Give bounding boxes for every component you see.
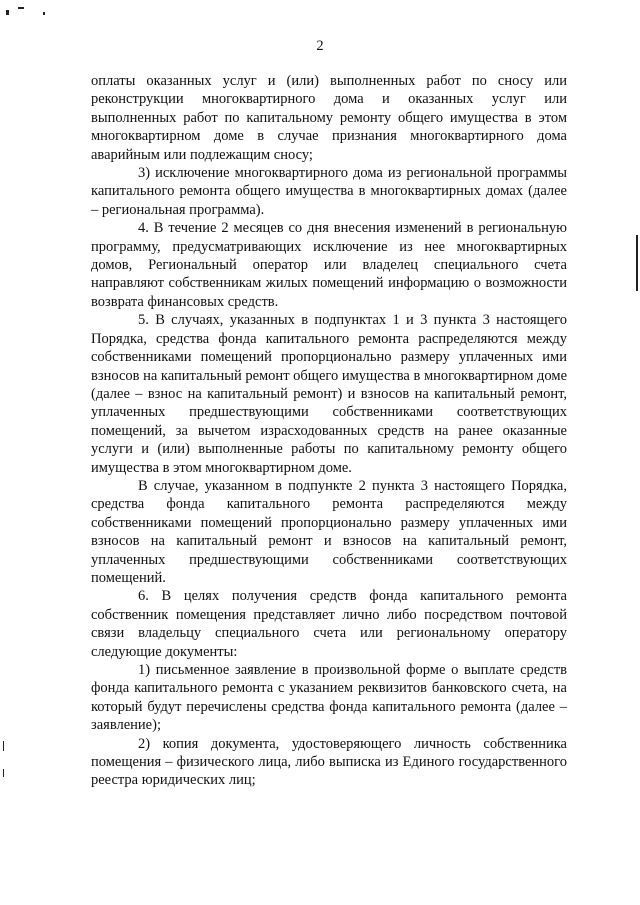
scan-artifact (18, 7, 24, 9)
scan-artifact (3, 741, 4, 751)
scan-artifact (6, 10, 9, 15)
page-number: 2 (316, 38, 324, 54)
paragraph-item-5-case-2: В случае, указанном в подпункте 2 пункта 3 настоящего Порядка, средства фонда капитального ремонта распределяются между собственниками помещений пропорционально размеру уплаченных ими взносов на капитальный ремонт и взносов на капитальный ремонт, уплаченных предшествующими собственниками соответствующих помещений. (91, 477, 567, 586)
paragraph-item-4: 4. В течение 2 месяцев со дня внесения изменений в региональную программу, предусматривающих исключение из нее многоквартирных домов, Региональный оператор или владелец специального счета направляют собственникам жилых помещений информацию о возможности возврата финансовых средств. (91, 220, 567, 310)
paragraph-document-2: 2) копия документа, удостоверяющего личность собственника помещения – физического лица, либо выписка из Единого государственного реестра юридических лиц; (91, 735, 567, 789)
paragraph-item-5: 5. В случаях, указанных в подпунктах 1 и 3 пункта 3 настоящего Порядка, средства фонда капитального ремонта распределяются между собственниками помещений пропорционально размеру уплаченных ими взносов на капитальный ремонт общего имущества в многоквартирном доме (далее – взнос на капитальный ремонт) и взносов на капитальный ремонт, уплаченных предшествующими собственниками соответствующих помещений, за вычетом израсходованных средств на ранее оказанные услуги и (или) выполненные работы по капитальному ремонту общего имущества в этом многоквартирном доме. (91, 312, 568, 476)
scan-artifact (43, 12, 45, 15)
paragraph-document-1: 1) письменное заявление в произвольной форме о выплате средств фонда капитального ремонта с указанием реквизитов банковского счета, на который будут перечислены средства фонда капитального ремонта (далее – заявление); (91, 662, 567, 734)
paragraph-subitem-3: 3) исключение многоквартирного дома из региональной программы капитального ремонта общего имущества в многоквартирных домах (далее – региональная программа). (91, 165, 567, 218)
paragraph-continuation: оплаты оказанных услуг и (или) выполненных работ по сносу или реконструкции многоквартирного дома и оказанных услуг или выполненных работ по капитальному ремонту общего имущества в этом многоквартирном доме в случае признания многоквартирного дома аварийным или подлежащим сносу; (91, 73, 567, 163)
document-body (91, 72, 567, 790)
scan-artifact (636, 235, 638, 291)
scan-artifact (3, 769, 4, 777)
paragraph-item-6: 6. В целях получения средств фонда капитального ремонта собственник помещения представляет лично либо посредством почтовой связи владельцу специального счета или региональному оператору следующие документы: (91, 588, 567, 660)
